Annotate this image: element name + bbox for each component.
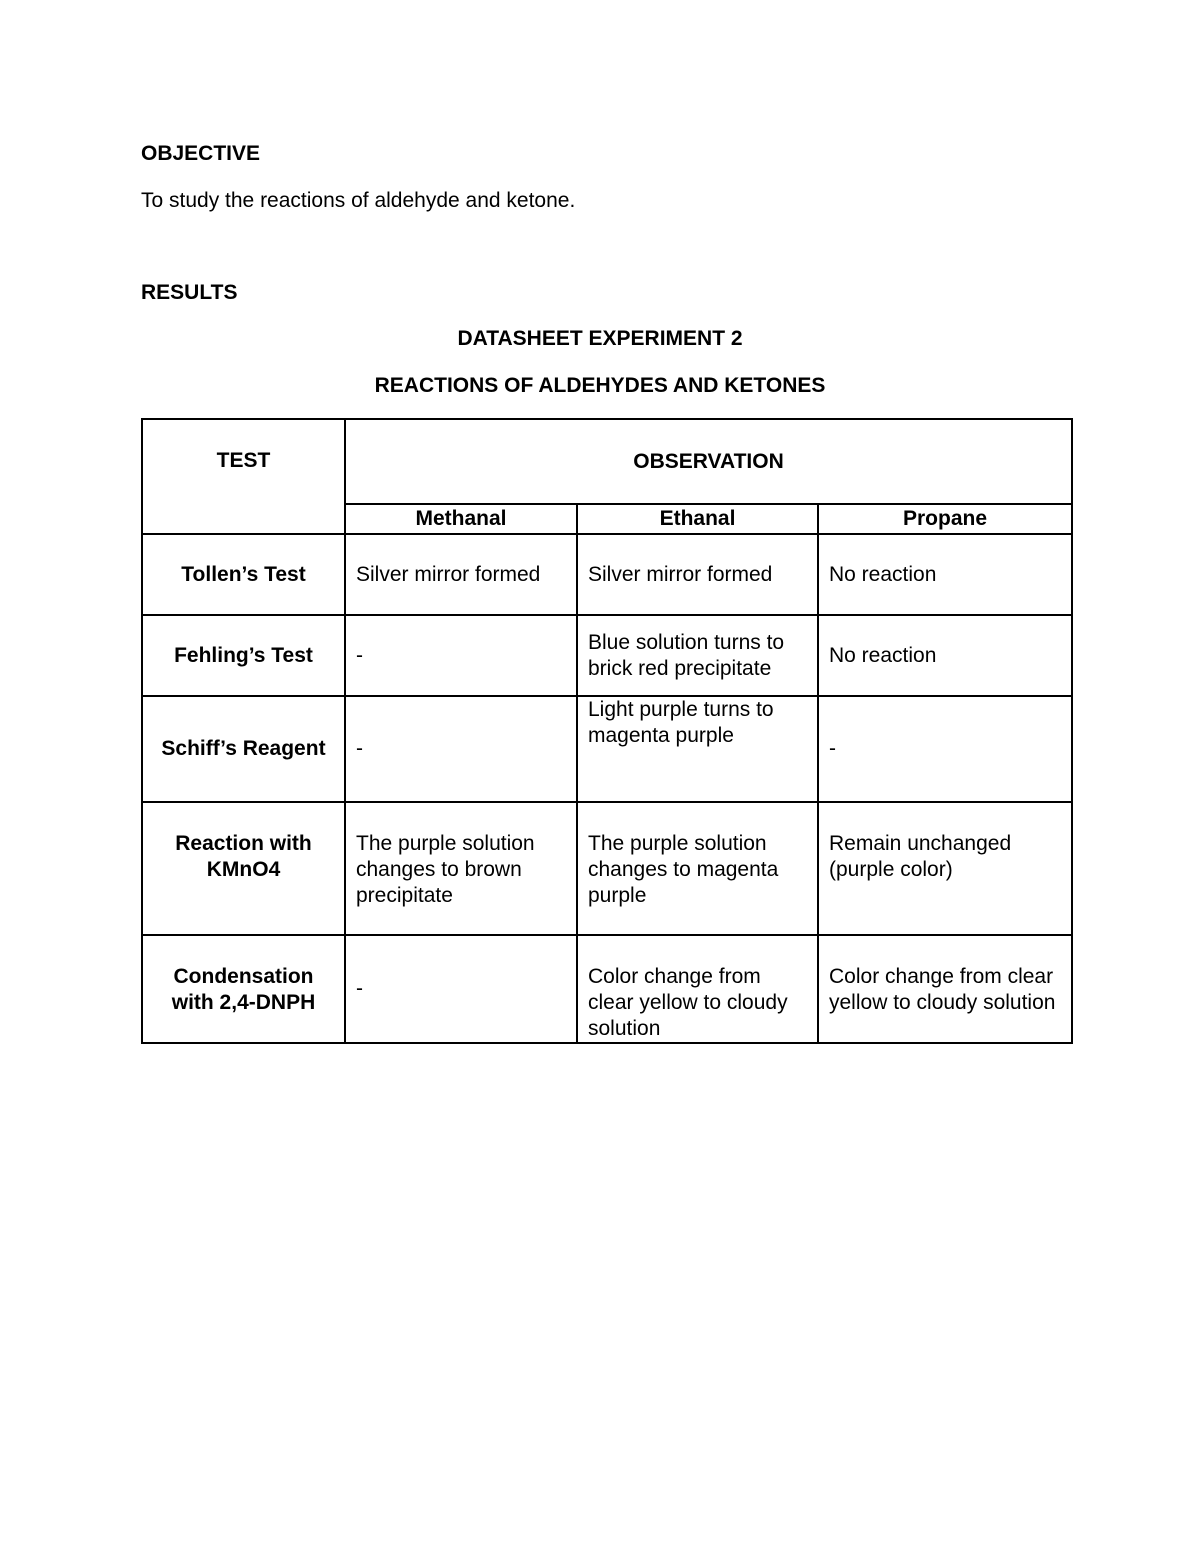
observation-cell: No reaction (818, 615, 1072, 696)
table-row (142, 935, 1072, 1043)
datasheet-title: DATASHEET EXPERIMENT 2 (457, 327, 743, 350)
table-row (142, 696, 1072, 802)
observation-cell: Color change from clear yellow to cloudy solution (818, 935, 1072, 1043)
observation-cell: - (345, 696, 577, 802)
test-column-header: TEST (142, 419, 345, 534)
observation-cell: The purple solution changes to magenta purple (577, 802, 818, 935)
observation-header: OBSERVATION (345, 419, 1072, 504)
test-name: Fehling’s Test (142, 615, 345, 696)
observation-cell: Color change from clear yellow to cloudy solution (577, 935, 818, 1043)
objective-text: To study the reactions of aldehyde and ketone. (141, 189, 576, 212)
datasheet-table (141, 418, 1073, 1044)
observation-cell: - (818, 696, 1072, 802)
observation-cell: The purple solution changes to brown precipitate (345, 802, 577, 935)
objective-heading: OBJECTIVE (141, 142, 261, 165)
observation-cell: Silver mirror formed (345, 534, 577, 615)
column-header-methanal: Methanal (345, 504, 577, 534)
datasheet-subtitle: REACTIONS OF ALDEHYDES AND KETONES (374, 374, 826, 397)
results-heading: RESULTS (141, 281, 238, 304)
table-row (142, 615, 1072, 696)
column-header-ethanal: Ethanal (577, 504, 818, 534)
test-name: Schiff’s Reagent (142, 696, 345, 802)
table-row (142, 534, 1072, 615)
observation-cell: - (345, 935, 577, 1043)
column-header-propane: Propane (818, 504, 1072, 534)
observation-cell: Blue solution turns to brick red precipitate (577, 615, 818, 696)
test-name: Tollen’s Test (142, 534, 345, 615)
test-name: Condensation with 2,4-DNPH (142, 935, 345, 1043)
observation-cell: Remain unchanged (purple color) (818, 802, 1072, 935)
observation-cell: Light purple turns to magenta purple (577, 696, 818, 802)
table-row (142, 802, 1072, 935)
test-name: Reaction with KMnO4 (142, 802, 345, 935)
observation-cell: Silver mirror formed (577, 534, 818, 615)
observation-cell: No reaction (818, 534, 1072, 615)
observation-cell: - (345, 615, 577, 696)
